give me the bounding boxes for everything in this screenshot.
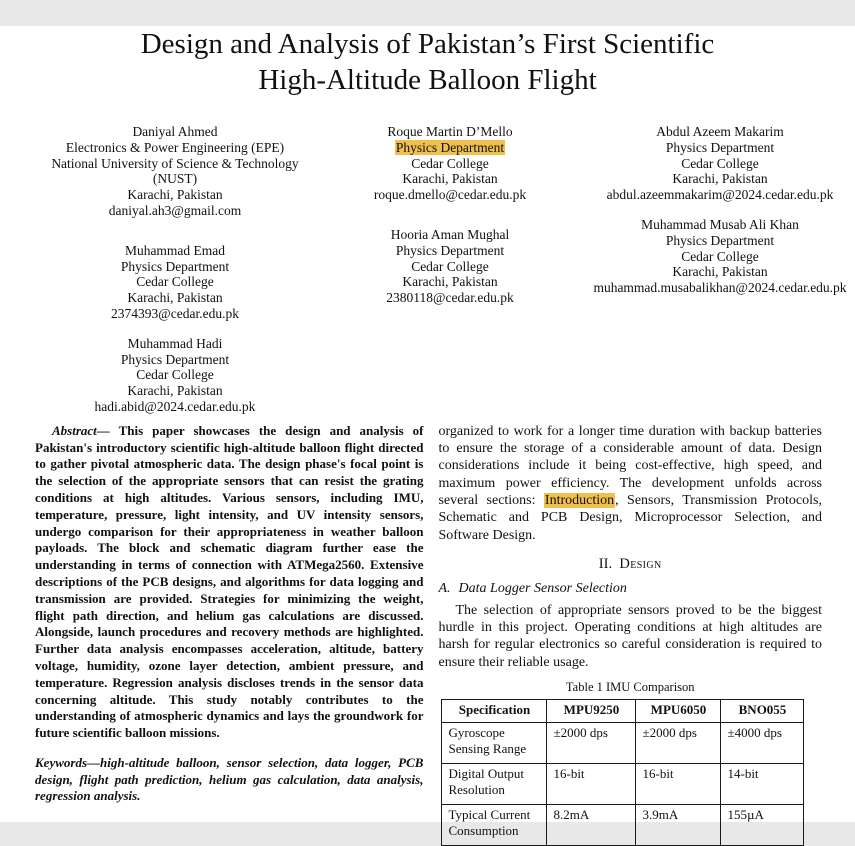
author-department: Physics Department [665,139,775,155]
table-row [442,764,804,805]
paragraph-text: , Sensors, Transmission Protocols, Schematic and PCB Design, Microprocessor Selection, and Software Design. [438,492,822,543]
table-cell: Typical Current Consumption [442,805,547,846]
author-email: 2380118@cedar.edu.pk [386,290,514,306]
author-institution: National University of Science & Technology (NUST) [51,155,299,187]
left-column [35,423,423,846]
subsection-heading-sensor-selection [438,581,822,597]
author-city: Karachi, Pakistan [402,171,498,187]
table-caption: Table 1 IMU Comparison [565,680,695,695]
author-institution: Cedar College [136,274,214,290]
author-name: Daniyal Ahmed [132,124,218,139]
author-city: Karachi, Pakistan [127,290,223,306]
imu-comparison-table [441,699,804,846]
subsection-title: Data Logger Sensor Selection [458,580,627,596]
section-heading-design [438,556,822,573]
author-name: Muhammad Musab Ali Khan [641,216,799,232]
paragraph-text: organized to work for a longer time duration with backup batteries to ensure the storage of a considerable amount of data. Design considerations include it being cost-effective, high speed, and maximum power efficiency. The development unfolds across several sections: [438,423,822,508]
section-title: Design [619,555,662,572]
author-name: Roque Martin D’Mello [387,124,513,139]
highlight-introduction: Introduction [544,492,615,508]
table-cell: ±2000 dps [636,723,721,764]
author-name: Muhammad Hadi [127,335,223,351]
author-email: 2374393@cedar.edu.pk [111,305,239,321]
table-cell: ±4000 dps [721,723,804,764]
author-institution: Cedar College [136,367,214,383]
table-cell: 16-bit [636,764,721,805]
author-block-muhammad-hadi [30,336,320,415]
table-row [442,723,804,764]
table-header-cell: MPU6050 [636,700,721,723]
author-email: abdul.azeemmakarim@2024.cedar.edu.pk [606,187,834,203]
author-block-muhammad-emad [30,243,320,322]
table-header-cell: MPU9250 [547,700,636,723]
table-cell: Digital Output Resolution [442,764,547,805]
author-institution: Cedar College [681,155,759,171]
author-block-abdul-makarim [590,124,850,203]
abstract-text: This paper showcases the design and analysis of Pakistan's introductory scientific high-altitude balloon flight directed to gather pivotal atmospheric data. The design phase's focal point is the selection of the appropriate sensors that can resist the grating conditions at high altitudes. Various sensors, including IMU, temperature, pressure, light intensity, and UV intensity sensors, undergo comparison for their appropriateness in weather balloon payloads. The block and schematic diagram further ease the understanding in terms of connection with ATMega2560. Extensive descriptions of the PCB designs, and algorithms for data logging and transmission are provided. Strategies for minimizing the weight, flight path direction, and helium gas calculations are discussed. Alongside, launch procedures and recovery methods are highlighted. Further data analysis encompasses acceleration, altitude, battery voltage, humidity, ozone layer detection, ambient pressure, and temperature. Regression analysis discloses trends in the sensor data concerning altitude. This study notably contributes to the understanding of atmospheric dynamics and lays the groundwork for future scientific balloon missions. [35,422,424,741]
author-institution: Cedar College [681,248,759,264]
author-department: Physics Department [395,242,505,258]
highlight-physics-department: Physics Department [395,139,505,155]
table-cell: 155µA [721,805,804,846]
author-city: Karachi, Pakistan [127,383,223,399]
table-cell: Gyroscope Sensing Range [442,723,547,764]
body-paragraph-1 [438,423,822,544]
author-block-hooria-mughal [330,227,570,306]
table-row [442,805,804,846]
authors-column-2 [330,124,570,330]
table-header-cell: Specification [442,700,547,723]
authors-column-1 [30,124,320,415]
author-department: Electronics & Power Engineering (EPE) [65,139,285,155]
author-institution: Cedar College [411,258,489,274]
paper-page [0,26,855,839]
table-cell: 14-bit [721,764,804,805]
author-block-roque-dmello [330,124,570,203]
author-block-daniyal-ahmed [30,124,320,219]
author-city: Karachi, Pakistan [672,264,768,280]
author-department-highlighted [330,140,570,156]
table-cell: 3.9mA [636,805,721,846]
right-column [438,423,822,846]
authors-column-3 [590,124,850,320]
author-email: hadi.abid@2024.cedar.edu.pk [94,398,256,414]
body-columns [0,423,855,846]
author-email: roque.dmello@cedar.edu.pk [373,187,527,203]
author-name: Muhammad Emad [124,242,226,258]
section-number: II. [598,555,613,572]
author-block-musab-khan [590,217,850,296]
table-cell: 16-bit [547,764,636,805]
author-email: muhammad.musabalikhan@2024.cedar.edu.pk [593,280,847,296]
page-title [0,26,855,98]
author-department: Physics Department [120,351,230,367]
author-institution: Cedar College [411,155,489,171]
author-city: Karachi, Pakistan [127,187,223,203]
keywords-lead: Keywords— [35,754,100,770]
author-city: Karachi, Pakistan [402,274,498,290]
table-cell: ±2000 dps [547,723,636,764]
keywords-text: high-altitude balloon, sensor selection, data logger, PCB design, flight path prediction, helium gas calculation, data analysis, regression analysis. [35,754,424,804]
author-city: Karachi, Pakistan [672,171,768,187]
author-email: daniyal.ah3@gmail.com [108,202,242,218]
abstract-paragraph [35,423,423,742]
author-name: Hooria Aman Mughal [390,226,510,242]
table-header-cell: BNO055 [721,700,804,723]
keywords-paragraph [35,755,423,805]
author-department: Physics Department [665,232,775,248]
table-header-row [442,700,804,723]
author-department: Physics Department [120,258,230,274]
title-line-1: Design and Analysis of Pakistan’s First Scientific [140,28,715,60]
subsection-label: A. [438,580,451,596]
table-cell: 8.2mA [547,805,636,846]
body-paragraph-2: The selection of appropriate sensors proved to be the biggest hurdle in this project. Operating conditions at high altitudes are harsh for regular electronics so careful consideration is required to ensure their reliable usage. [438,602,822,670]
title-line-2: High-Altitude Balloon Flight [258,64,597,96]
abstract-lead: Abstract— [52,422,110,438]
authors-section [0,124,855,415]
author-name: Abdul Azeem Makarim [656,124,784,139]
